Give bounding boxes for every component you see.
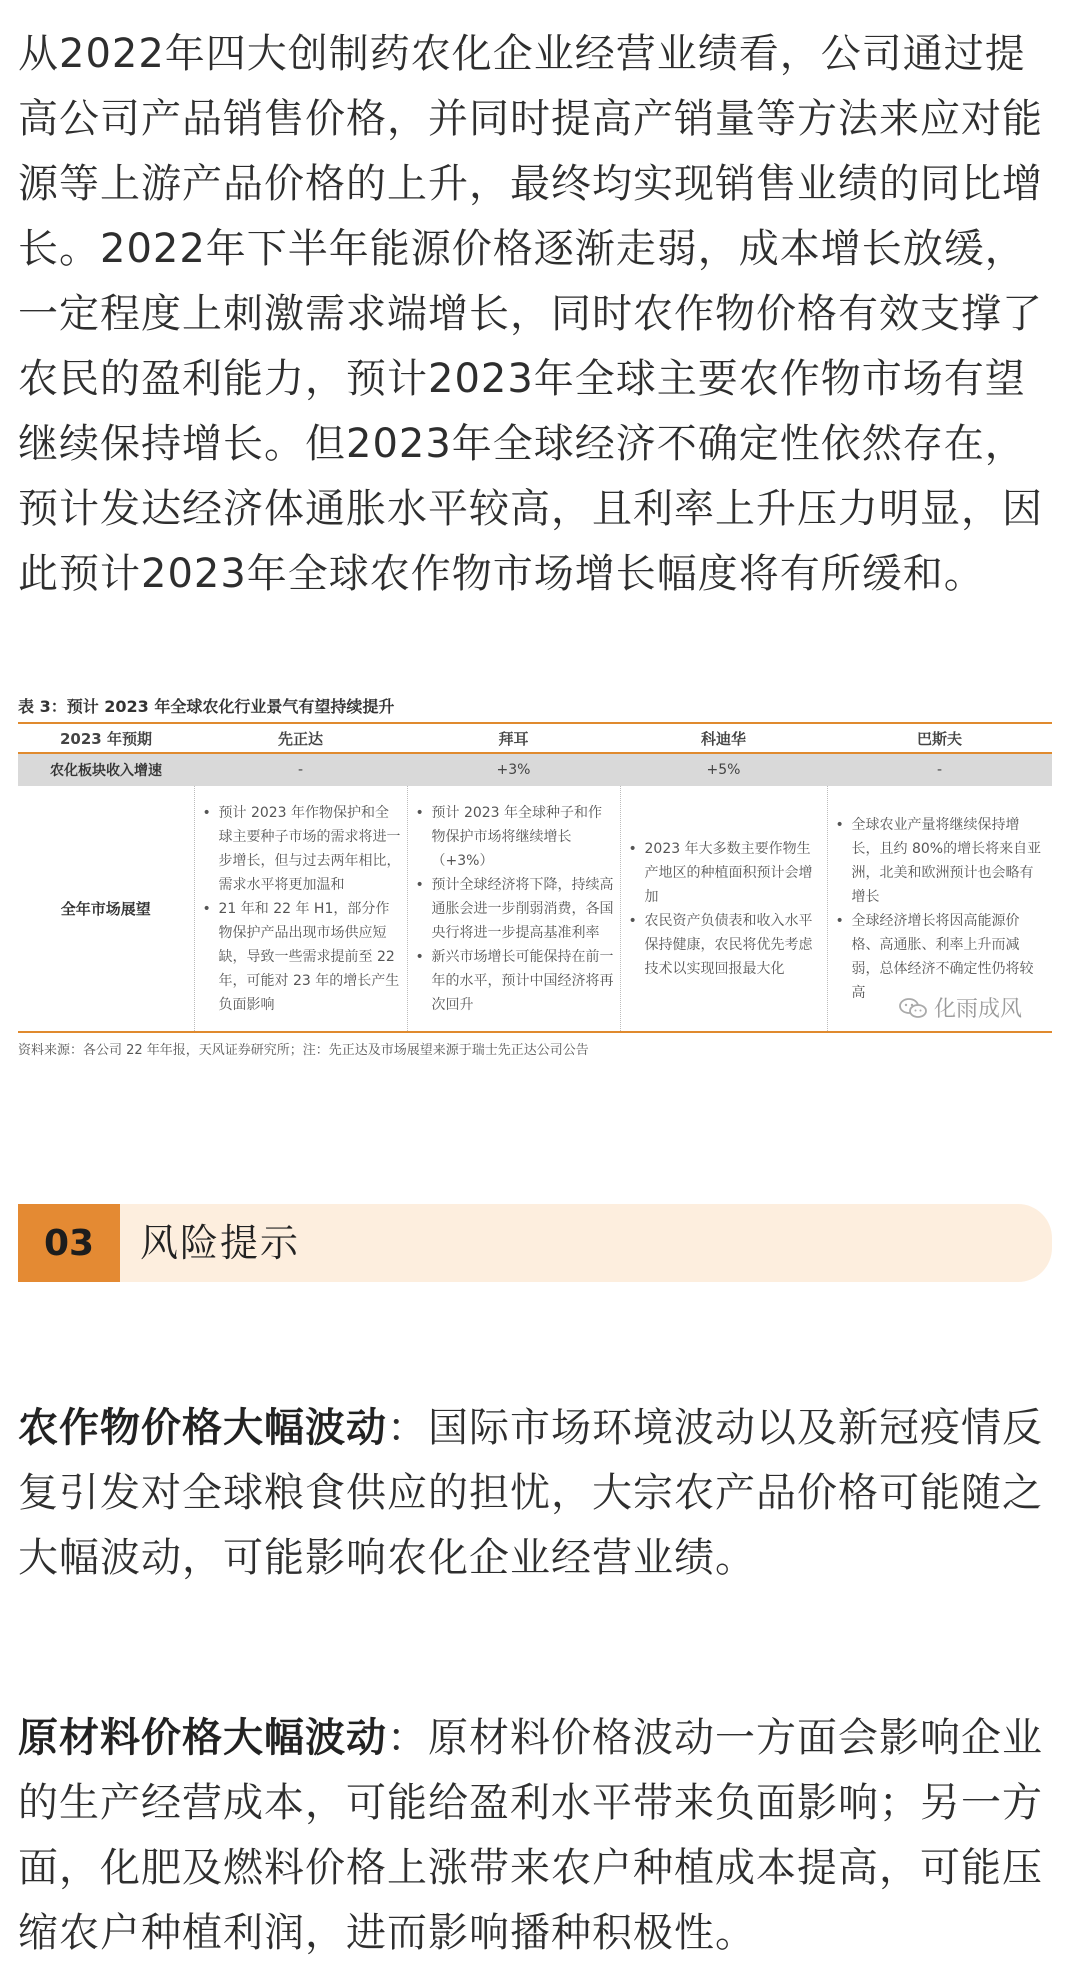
header-cell: 2023 年预期 <box>18 723 194 753</box>
table-cell: - <box>194 753 407 786</box>
row-label: 全年市场展望 <box>18 786 194 1032</box>
risk-paragraph-raw-material <box>18 1706 1058 1966</box>
bullet-item: • 21 年和 22 年 H1，部分作物保护产品出现市场供应短缺，导致一些需求提前至 22 年，可能对 23 年的增长产生负面影响 <box>219 897 401 1017</box>
header-cell: 先正达 <box>194 723 407 753</box>
row-label: 农化板块收入增速 <box>18 753 194 786</box>
bullet-item: • 预计全球经济将下降，持续高通胀会进一步削弱消费，各国央行将进一步提高基准利率 <box>432 873 614 945</box>
table-title: 表 3：预计 2023 年全球农化行业景气有望持续提升 <box>18 697 395 716</box>
header-cell: 拜耳 <box>407 723 620 753</box>
intro-paragraph: 从2022年四大创制药农化企业经营业绩看，公司通过提高公司产品销售价格，并同时提高产销量等方法来应对能源等上游产品价格的上升，最终均实现销售业绩的同比增长。2022年下半年能源价格逐渐走弱，成本增长放缓，一定程度上刺激需求端增长，同时农作物价格有效支撑了农民的盈利能力，预计2023年全球主要农作物市场有望继续保持增长。但2023年全球经济不确定性依然存在，预计发达经济体通胀水平较高，且利率上升压力明显，因此预计2023年全球农作物市场增长幅度将有所缓和。 <box>18 31 1043 597</box>
wechat-icon <box>898 997 928 1019</box>
risk-body: ：原材料价格波动一方面会影响企业的生产经营成本，可能给盈利水平带来负面影响；另一方面，化肥及燃料价格上涨带来农户种植成本提高，可能压缩农户种植利润，进而影响播种积极性。 <box>18 1715 1043 1956</box>
header-cell: 巴斯夫 <box>827 723 1052 753</box>
bullet-item: • 农民资产负债表和收入水平保持健康，农民将优先考虑技术以实现回报最大化 <box>645 909 821 981</box>
bullet-item: • 2023 年大多数主要作物生产地区的种植面积预计会增加 <box>645 837 821 909</box>
bullet-item: • 预计 2023 年全球种子和作物保护市场将继续增长（+3%） <box>432 801 614 873</box>
header-cell: 科迪华 <box>620 723 827 753</box>
table-cell: +5% <box>620 753 827 786</box>
forecast-table-figure <box>18 692 1052 1058</box>
risk-heading: 原材料价格大幅波动 <box>18 1715 387 1761</box>
table-cell <box>620 786 827 1032</box>
section-title: 风险提示 <box>140 1221 301 1265</box>
bullet-item: • 全球农业产量将继续保持增长，且约 80%的增长将来自亚洲，北美和欧洲预计也会略有增长 <box>852 813 1047 909</box>
bullet-item: • 全球经济增长将因高能源价格、高通胀、利率上升而减弱，总体经济不确定性仍将较高 <box>852 909 1047 1005</box>
watermark <box>898 992 1022 1023</box>
bullet-item: • 预计 2023 年作物保护和全球主要种子市场的需求将进一步增长，但与过去两年相比，需求水平将更加温和 <box>219 801 401 897</box>
table-cell <box>194 786 407 1032</box>
table-row <box>18 786 1052 1032</box>
risk-heading: 农作物价格大幅波动 <box>18 1405 387 1451</box>
table-source-note: 资料来源：各公司 22 年年报，天风证券研究所；注：先正达及市场展望来源于瑞士先正达公司公告 <box>18 1043 589 1058</box>
table-header-row <box>18 723 1052 753</box>
table-cell <box>407 786 620 1032</box>
table-cell: - <box>827 753 1052 786</box>
forecast-table <box>18 722 1052 1033</box>
risk-body: ：国际市场环境波动以及新冠疫情反复引发对全球粮食供应的担忧，大宗农产品价格可能随之大幅波动，可能影响农化企业经营业绩。 <box>18 1405 1043 1581</box>
watermark-text: 化雨成风 <box>933 997 1022 1022</box>
table-row <box>18 753 1052 786</box>
bullet-item: • 新兴市场增长可能保持在前一年的水平，预计中国经济将再次回升 <box>432 945 614 1017</box>
section-header-risk <box>18 1204 1052 1282</box>
section-number: 03 <box>18 1204 120 1282</box>
table-cell: +3% <box>407 753 620 786</box>
risk-paragraph-crop-price <box>18 1396 1058 1591</box>
